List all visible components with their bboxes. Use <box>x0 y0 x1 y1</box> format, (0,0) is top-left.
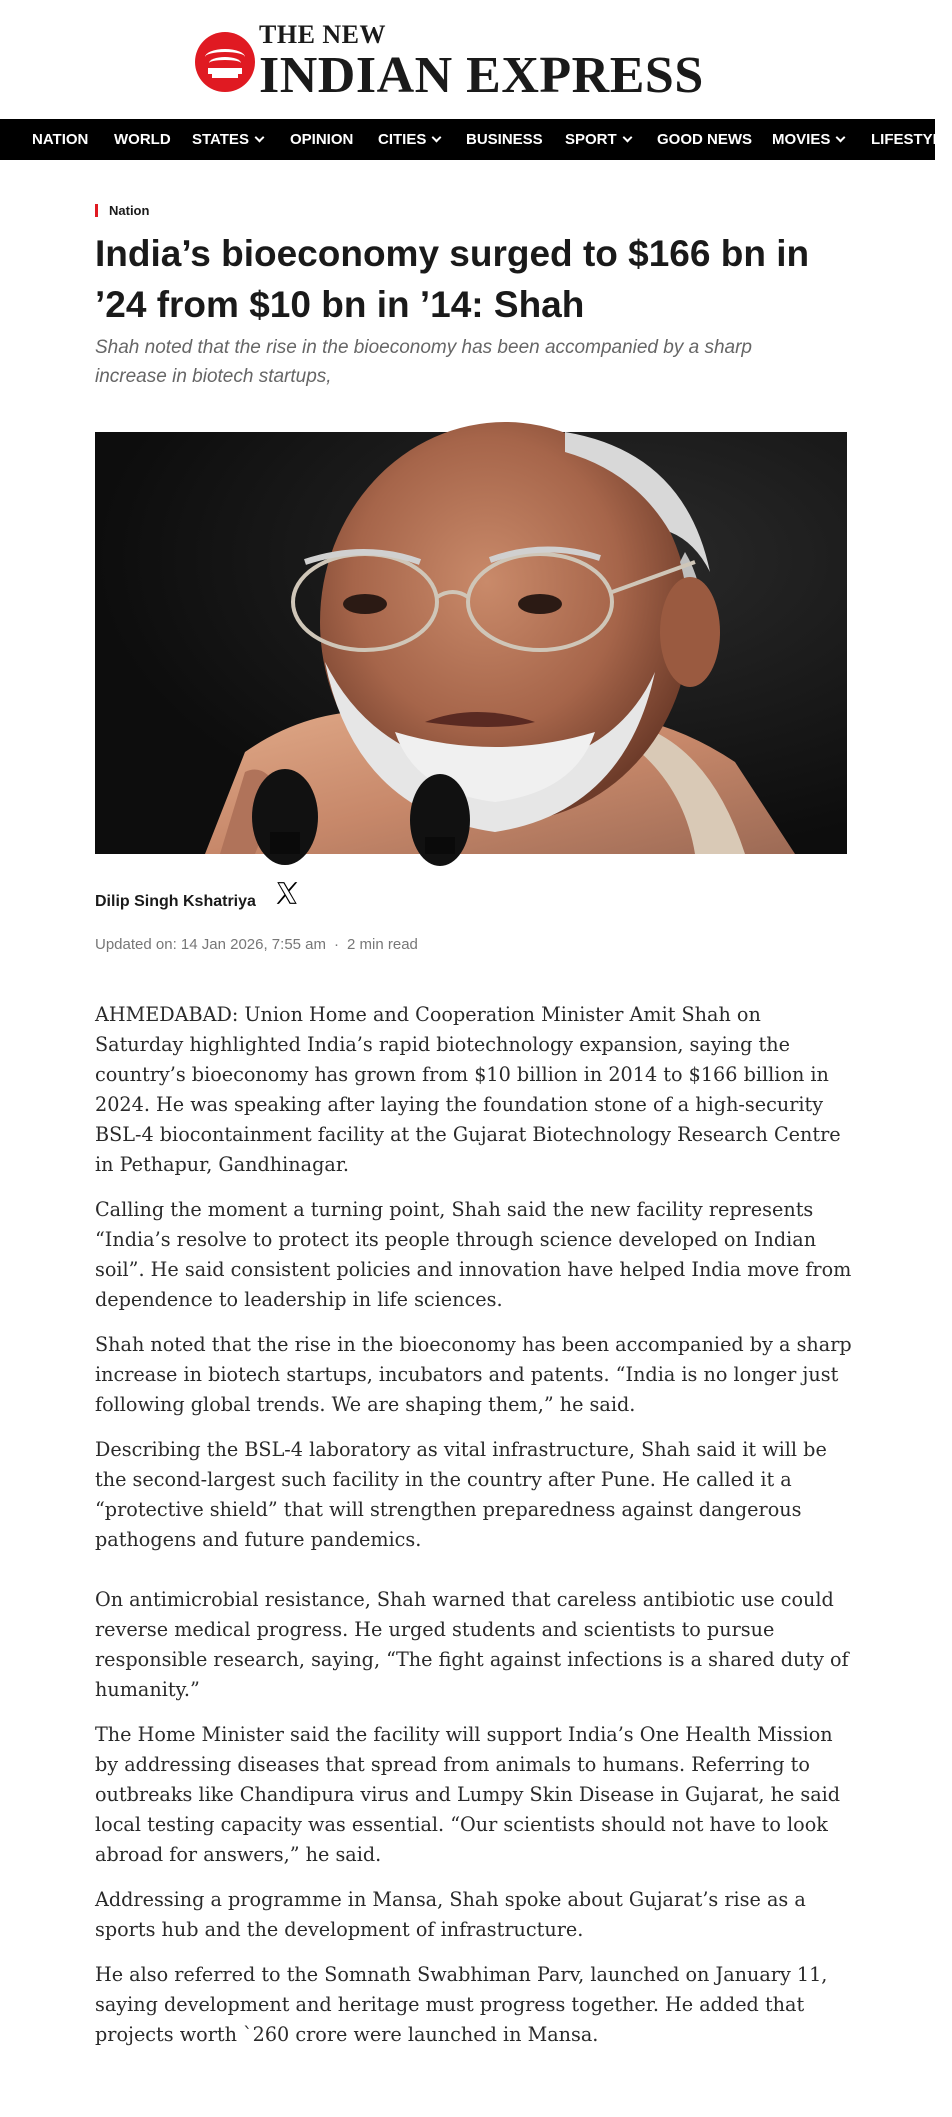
body-paragraph: Describing the BSL-4 laboratory as vital infrastructure, Shah said it will be the second-largest such facility in the country after Pune. He called it a “protective shield” that will strengthen preparedness against dangerous pathogens and future pandemics. <box>95 1438 827 1551</box>
masthead <box>0 0 935 119</box>
site-logo[interactable] <box>195 22 704 102</box>
updated-timestamp: Updated on: 14 Jan 2026, 7:55 am <box>95 936 327 953</box>
chevron-down-icon <box>622 133 632 143</box>
nav-item-nation[interactable]: NATION <box>32 131 89 148</box>
chevron-down-icon <box>255 133 265 143</box>
x-logo-icon[interactable] <box>274 880 300 906</box>
nav-item-business[interactable]: BUSINESS <box>466 131 543 148</box>
nav-item-world[interactable]: WORLD <box>114 131 171 148</box>
body-paragraph: Addressing a programme in Mansa, Shah spoke about Gujarat’s rise as a sports hub and the development of infrastructure. <box>95 1888 806 1941</box>
newspaper-seal-icon <box>195 32 255 92</box>
article-hero-image <box>95 432 847 854</box>
nav-item-states[interactable]: STATES <box>192 119 263 160</box>
article-subheadline: Shah noted that the rise in the bioeconomy has been accompanied by a sharp increase in biotech startups, <box>95 337 752 387</box>
nav-item-good-news[interactable]: GOOD NEWS <box>657 131 753 148</box>
nav-item-sport[interactable]: SPORT <box>565 119 631 160</box>
body-paragraph: Shah noted that the rise in the bioeconomy has been accompanied by a sharp increase in biotech startups, incubators and patents. “India is no longer just following global trends. We are shaping them,” he said. <box>95 1333 852 1416</box>
body-paragraph: He also referred to the Somnath Swabhiman Parv, launched on January 11, saying development and heritage must progress together. He added that projects worth `260 crore were launched in Mansa. <box>95 1963 828 2046</box>
article-headline: India’s bioeconomy surged to $166 bn in ’24 from $10 bn in ’14: Shah <box>95 233 810 325</box>
author-name[interactable]: Dilip Singh Kshatriya <box>95 893 256 910</box>
article-meta: Updated on: 14 Jan 2026, 7:55 am · 2 min read <box>95 936 418 953</box>
nav-item-lifestyle[interactable]: LIFESTYLE <box>871 131 952 148</box>
nav-item-cities[interactable]: CITIES <box>378 119 440 160</box>
body-paragraph: On antimicrobial resistance, Shah warned that careless antibiotic use could reverse medical progress. He urged students and scientists to pursue responsible research, saying, “The fight against infections is a shared duty of humanity.” <box>95 1588 849 1701</box>
logo-line-2: INDIAN EXPRESS <box>259 47 704 104</box>
section-label[interactable]: Nation <box>95 204 149 217</box>
nav-item-opinion[interactable]: OPINION <box>290 131 354 148</box>
chevron-down-icon <box>432 133 442 143</box>
body-paragraph: The Home Minister said the facility will support India’s One Health Mission by addressing diseases that spread from animals to humans. Referring to outbreaks like Chandipura virus and Lumpy Skin Disease in Gujarat, he said local testing capacity was essential. “Our scientists should not have to look abroad for answers,” he said. <box>95 1723 841 1866</box>
body-paragraph: AHMEDABAD: Union Home and Cooperation Minister Amit Shah on Saturday highlighted India’s rapid biotechnology expansion, saying the country’s bioeconomy has grown from $10 billion in 2014 to $166 billion in 2024. He was speaking after laying the foundation stone of a high-security BSL-4 biocontainment facility at the Gujarat Biotechnology Research Centre in Pethapur, Gandhinagar. <box>95 1003 841 1176</box>
nav-item-movies[interactable]: MOVIES <box>772 119 844 160</box>
main-nav <box>0 119 952 160</box>
chevron-down-icon <box>836 133 846 143</box>
article-body <box>95 1000 855 2065</box>
body-paragraph: Calling the moment a turning point, Shah said the new facility represents “India’s resolve to protect its people through science developed on Indian soil”. He said consistent policies and innovation have helped India move from dependence to leadership in life sciences. <box>95 1198 852 1311</box>
read-time: 2 min read <box>347 936 418 953</box>
logo-line-1: THE NEW <box>259 20 387 49</box>
